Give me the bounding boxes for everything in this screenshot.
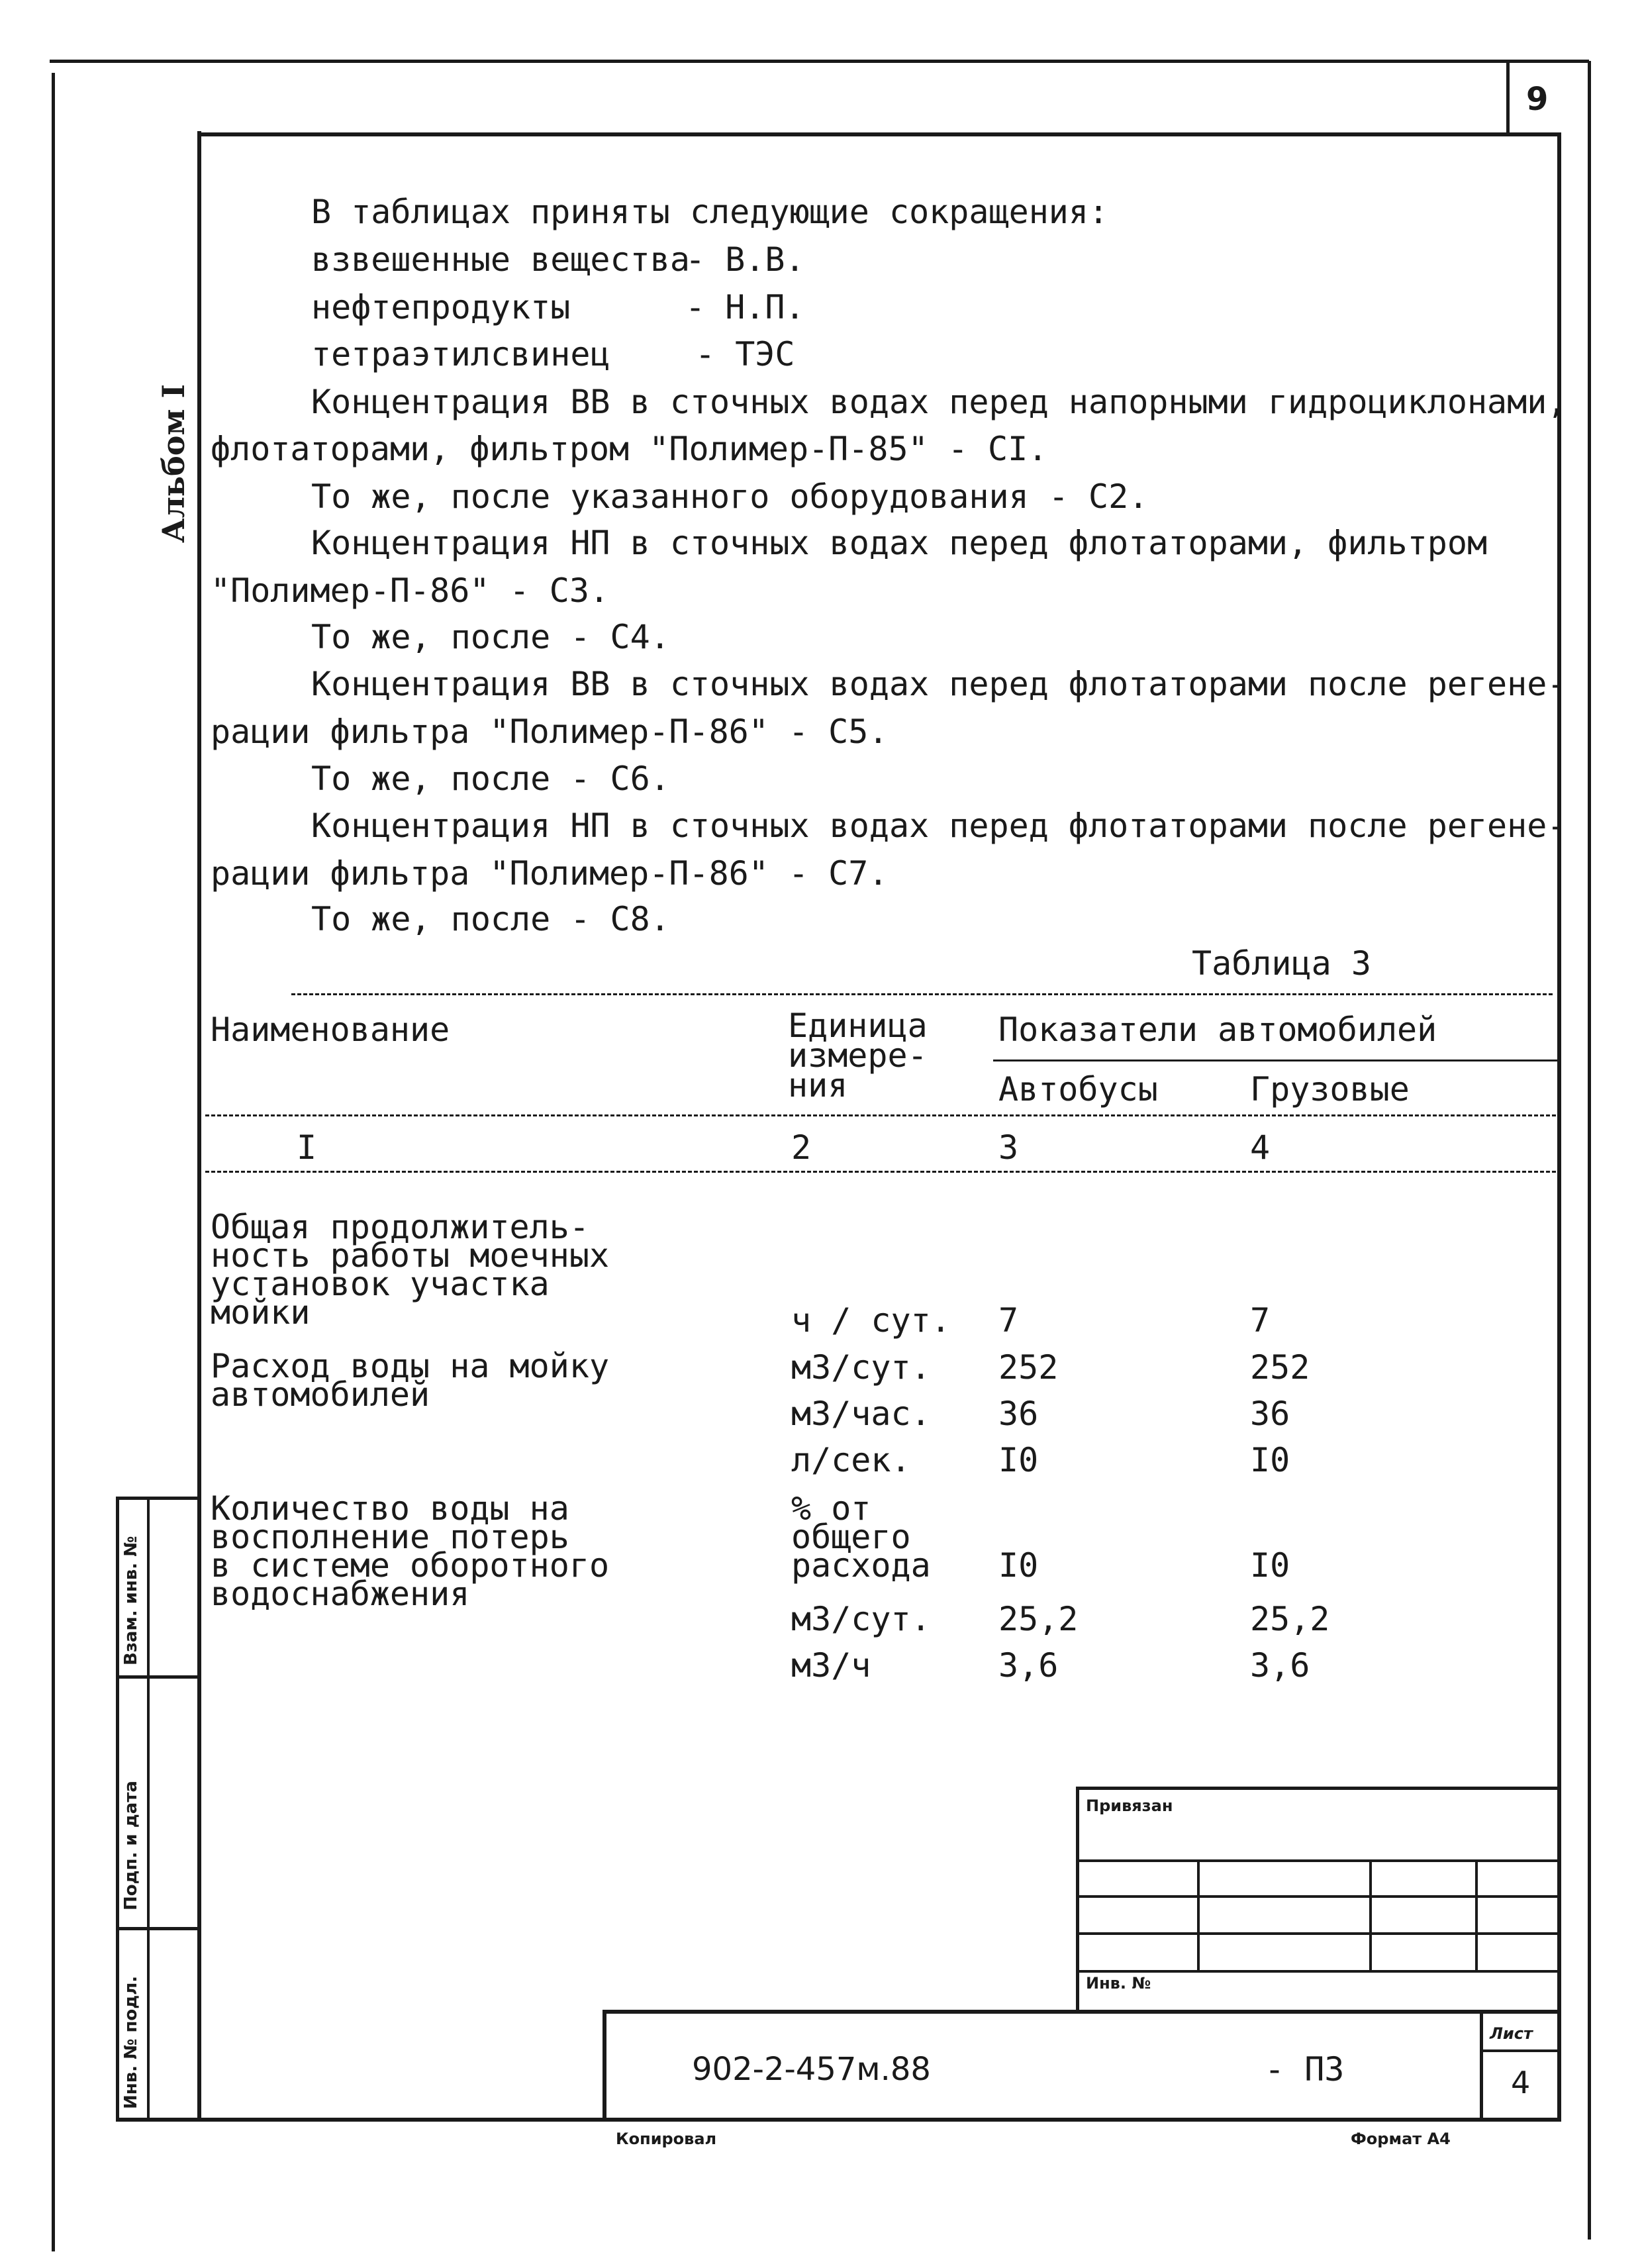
paragraph-line: Концентрация НП в сточных водах перед флотаторами, фильтром (311, 524, 1488, 562)
row-unit: общего (791, 1518, 911, 1556)
header-unit: Единица (788, 1007, 928, 1045)
paragraph-line: То же, после - С8. (311, 900, 670, 938)
header-group: Показатели автомобилей (998, 1011, 1437, 1049)
row-name: Расход воды на мойку (211, 1347, 610, 1385)
binding-row-rule (1076, 1932, 1559, 1935)
row-value-trucks: 252 (1250, 1348, 1310, 1387)
row-value-trucks: 25,2 (1250, 1600, 1330, 1638)
row-value-trucks: 7 (1250, 1301, 1271, 1340)
doc-code: 902-2-457м.88 (692, 2051, 931, 2088)
row-unit: л/сек. (791, 1441, 911, 1479)
row-value-buses: 25,2 (998, 1600, 1079, 1638)
album-label: Альбом I (156, 384, 191, 543)
col-numbers-rule (205, 1171, 1556, 1173)
binding-col-rule (1197, 1859, 1200, 1972)
frame-top (197, 132, 1560, 136)
paragraph-line: Концентрация ВВ в сточных водах перед флотаторами после регене- (311, 665, 1567, 703)
sheet-cell-rule (1480, 2049, 1561, 2052)
row-value-trucks: 3,6 (1250, 1646, 1310, 1685)
header-trucks: Грузовые (1250, 1070, 1410, 1109)
row-name: установок участка (211, 1265, 550, 1303)
top-border (50, 60, 1589, 63)
side-stamp-label: Подп. и дата (121, 1781, 141, 1910)
row-value-buses: I0 (998, 1441, 1039, 1479)
sheet-value: 4 (1511, 2065, 1531, 2100)
paragraph-line: Концентрация ВВ в сточных водах перед напорными гидроциклонами, (311, 383, 1567, 421)
row-unit: м3/ч (791, 1646, 871, 1685)
side-stamp-row-rule (116, 1927, 201, 1930)
row-unit: расхода (791, 1546, 931, 1585)
paragraph-line: "Полимер-П-86" - С3. (211, 571, 610, 610)
binding-col-rule (1475, 1859, 1478, 1972)
doc-suffix: - ПЗ (1265, 2050, 1345, 2089)
header-buses: Автобусы (998, 1070, 1158, 1109)
left-margin-line (52, 73, 55, 2251)
side-stamp-label: Взам. инв. № (121, 1536, 141, 1665)
table-title: Таблица 3 (1192, 944, 1371, 983)
row-name: мойки (211, 1293, 311, 1332)
row-name: восполнение потерь (211, 1518, 569, 1556)
row-unit: % от (791, 1489, 871, 1528)
col-number: I (297, 1128, 317, 1167)
abbr-value: - Н.П. (685, 288, 805, 326)
paragraph-line: флотаторами, фильтром "Полимер-П-85" - СI. (211, 430, 1048, 468)
header-bottom-rule (205, 1114, 1556, 1116)
abbr-value: - ТЭС (695, 335, 795, 373)
abbreviations-intro: В таблицах приняты следующие сокращения: (311, 193, 1109, 231)
binding-col-rule (1369, 1859, 1372, 1972)
paragraph-line: рации фильтра "Полимер-П-86" - С7. (211, 854, 889, 893)
row-unit: м3/сут. (791, 1600, 931, 1638)
abbr-term: взвешенные вещества (311, 240, 690, 279)
side-stamp-divider (147, 1497, 150, 2122)
row-value-trucks: I0 (1250, 1546, 1290, 1585)
row-name: водоснабжения (211, 1575, 470, 1613)
binding-row-rule (1076, 1970, 1559, 1973)
group-header-rule (993, 1060, 1557, 1061)
inv-label: Инв. № (1086, 1974, 1151, 1993)
paragraph-line: рации фильтра "Полимер-П-86" - С5. (211, 713, 889, 751)
header-unit: ния (788, 1066, 848, 1105)
paragraph-line: То же, после указанного оборудования - С2. (311, 477, 1149, 516)
paragraph-line: Концентрация НП в сточных водах перед флотаторами после регене- (311, 807, 1567, 845)
abbr-term: тетраэтилсвинец (311, 335, 610, 373)
abbr-term: нефтепродукты (311, 288, 571, 326)
header-unit: измере- (788, 1036, 928, 1075)
row-value-buses: 36 (998, 1395, 1039, 1433)
row-name: ность работы моечных (211, 1236, 610, 1275)
sheet-label: Лист (1490, 2024, 1533, 2043)
row-value-trucks: I0 (1250, 1441, 1290, 1479)
row-name: Количество воды на (211, 1489, 569, 1528)
row-value-trucks: 36 (1250, 1395, 1290, 1433)
footer-format: Формат А4 (1351, 2130, 1451, 2148)
row-name: в системе оборотного (211, 1546, 610, 1585)
footer-copied: Копировал (616, 2130, 717, 2148)
abbr-value: - В.В. (685, 240, 805, 279)
binding-row-rule (1076, 1859, 1559, 1862)
row-unit: ч / сут. (791, 1301, 951, 1340)
row-value-buses: 3,6 (998, 1646, 1059, 1685)
row-name: Общая продолжитель- (211, 1208, 589, 1246)
binding-label: Привязан (1086, 1797, 1173, 1815)
paragraph-line: То же, после - С6. (311, 760, 670, 798)
sheet-number: 9 (1526, 81, 1549, 118)
paragraph-line: То же, после - С4. (311, 618, 670, 656)
row-unit: м3/час. (791, 1395, 931, 1433)
col-number: 3 (998, 1128, 1019, 1167)
row-unit: м3/сут. (791, 1348, 931, 1387)
right-margin-line (1588, 61, 1591, 2240)
row-value-buses: I0 (998, 1546, 1039, 1585)
binding-row-rule (1076, 1895, 1559, 1898)
side-stamp-label: Инв. № подл. (121, 1975, 141, 2109)
table-top-rule (291, 993, 1553, 995)
side-stamp-row-rule (116, 1675, 201, 1679)
col-number: 2 (791, 1128, 812, 1167)
col-number: 4 (1250, 1128, 1271, 1167)
row-name: автомобилей (211, 1375, 430, 1414)
row-value-buses: 252 (998, 1348, 1059, 1387)
header-name: Наименование (211, 1011, 450, 1049)
row-value-buses: 7 (998, 1301, 1019, 1340)
